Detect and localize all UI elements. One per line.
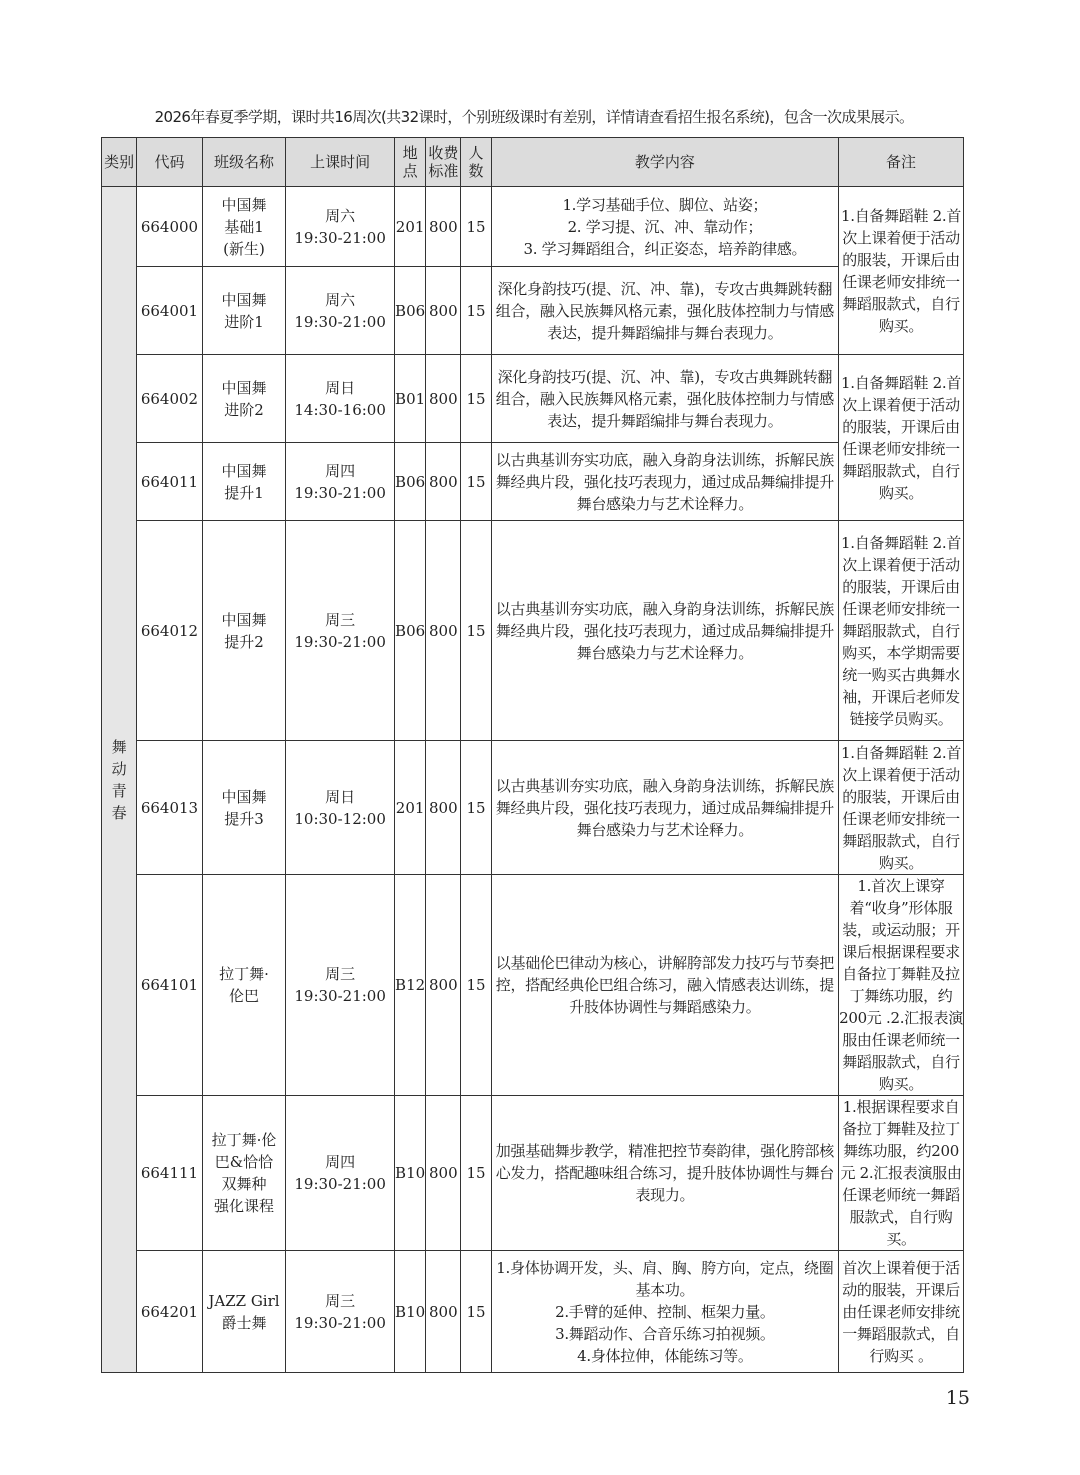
count-cell: 15 bbox=[461, 267, 491, 355]
class-name-cell bbox=[202, 355, 286, 443]
remark-cell: 1.自备舞蹈鞋 2.首次上课着便于活动的服装，开课后由任课老师安排统一舞蹈服款式，自行购买，本学期需要统一购买古典舞水袖，开课后老师发链接学员购买。 bbox=[839, 521, 964, 741]
class-name-line: 提升2 bbox=[224, 632, 264, 651]
content-line: 1.身体协调开发，头、肩、胸、胯方向，定点，绕圈基本功。 bbox=[496, 1258, 834, 1299]
category-cell bbox=[102, 187, 137, 1373]
class-name-line: 拉丁舞· bbox=[219, 965, 269, 983]
location-cell: B12 bbox=[395, 875, 426, 1096]
time-line: 周三 bbox=[325, 1291, 356, 1310]
header-row bbox=[102, 138, 964, 187]
time-line: 19:30-21:00 bbox=[294, 483, 386, 502]
code-cell: 664000 bbox=[137, 187, 202, 267]
class-name-line: 中国舞 bbox=[221, 610, 267, 629]
header-count-text: 人数 bbox=[468, 144, 484, 180]
content-line: 2.手臂的延伸、控制、框架力量。 bbox=[555, 1302, 775, 1321]
time-cell bbox=[286, 1251, 395, 1373]
content-line: 深化身韵技巧(提、沉、冲、靠)，专攻古典舞跳转翻组合，融入民族舞风格元素，强化肢体控制力与情感表达，提升舞蹈编排与舞台表现力。 bbox=[495, 279, 834, 342]
fee-cell: 800 bbox=[426, 521, 461, 741]
class-name-line: 提升1 bbox=[224, 483, 264, 502]
remark-cell: 首次上课着便于活动的服装，开课后由任课老师安排统一舞蹈服款式，自行购买 。 bbox=[839, 1251, 964, 1373]
table-row bbox=[102, 443, 964, 521]
fee-cell: 800 bbox=[426, 443, 461, 521]
location-cell: B01 bbox=[395, 355, 426, 443]
time-cell bbox=[286, 443, 395, 521]
content-cell bbox=[491, 443, 838, 521]
time-line: 10:30-12:00 bbox=[294, 809, 386, 828]
class-name-line: 中国舞 bbox=[221, 378, 267, 397]
fee-cell: 800 bbox=[426, 741, 461, 875]
remark-cell: 1.自备舞蹈鞋 2.首次上课着便于活动的服装，开课后由任课老师安排统一舞蹈服款式，自行购买。 bbox=[839, 187, 964, 355]
time-cell bbox=[286, 187, 395, 267]
remark-cell: 1.首次上课穿着“收身”形体服装，或运动服；开课后根据课程要求自备拉丁舞鞋及拉丁舞练功服，约200元 .2.汇报表演服由任课老师统一舞蹈服款式，自行购买。 bbox=[839, 875, 964, 1096]
time-cell bbox=[286, 355, 395, 443]
content-cell bbox=[491, 1096, 838, 1251]
class-name-line: 中国舞 bbox=[221, 195, 267, 214]
code-cell: 664002 bbox=[137, 355, 202, 443]
count-cell: 15 bbox=[461, 355, 491, 443]
time-cell bbox=[286, 267, 395, 355]
class-name-line: 进阶1 bbox=[224, 312, 264, 331]
class-name-line: 中国舞 bbox=[221, 461, 267, 480]
class-name-cell bbox=[202, 187, 286, 267]
class-name-line: (新生) bbox=[223, 239, 265, 258]
fee-cell: 800 bbox=[426, 355, 461, 443]
class-name-cell bbox=[202, 443, 286, 521]
time-line: 14:30-16:00 bbox=[294, 400, 386, 419]
header-time: 上课时间 bbox=[286, 138, 395, 187]
count-cell: 15 bbox=[461, 1096, 491, 1251]
header-count bbox=[461, 138, 491, 187]
time-line: 19:30-21:00 bbox=[294, 312, 386, 331]
header-category: 类别 bbox=[102, 138, 137, 187]
count-cell: 15 bbox=[461, 875, 491, 1096]
table-row bbox=[102, 875, 964, 1096]
table-row bbox=[102, 267, 964, 355]
class-name-cell bbox=[202, 267, 286, 355]
remark-cell: 1.自备舞蹈鞋 2.首次上课着便于活动的服装，开课后由任课老师安排统一舞蹈服款式，自行购买。 bbox=[839, 355, 964, 521]
time-cell bbox=[286, 875, 395, 1096]
code-cell: 664012 bbox=[137, 521, 202, 741]
count-cell: 15 bbox=[461, 741, 491, 875]
time-cell bbox=[286, 741, 395, 875]
class-name-line: 中国舞 bbox=[221, 290, 267, 309]
header-fee bbox=[426, 138, 461, 187]
time-line: 周日 bbox=[325, 787, 356, 806]
location-cell: B10 bbox=[395, 1251, 426, 1373]
class-name-line: 伦巴 bbox=[228, 987, 259, 1005]
content-line: 以古典基训夯实功底，融入身韵身法训练，拆解民族舞经典片段，强化技巧表现力，通过成品舞编排提升舞台感染力与艺术诠释力。 bbox=[495, 599, 834, 662]
table-row bbox=[102, 1096, 964, 1251]
header-code: 代码 bbox=[137, 138, 202, 187]
class-name-line: 巴&恰恰 bbox=[214, 1153, 274, 1171]
count-cell: 15 bbox=[461, 1251, 491, 1373]
count-cell: 15 bbox=[461, 187, 491, 267]
time-line: 19:30-21:00 bbox=[294, 228, 386, 247]
code-cell: 664111 bbox=[137, 1096, 202, 1251]
time-line: 周六 bbox=[325, 290, 356, 309]
code-cell: 664011 bbox=[137, 443, 202, 521]
code-cell: 664013 bbox=[137, 741, 202, 875]
class-name-line: JAZZ Girl bbox=[208, 1291, 280, 1310]
content-cell bbox=[491, 875, 838, 1096]
content-line: 以基础伦巴律动为核心，讲解胯部发力技巧与节奏把控，搭配经典伦巴组合练习，融入情感表达训练，提升肢体协调性与舞蹈感染力。 bbox=[495, 954, 834, 1016]
location-cell: B06 bbox=[395, 521, 426, 741]
time-line: 周日 bbox=[325, 378, 356, 397]
time-line: 19:30-21:00 bbox=[294, 632, 386, 651]
location-cell: B06 bbox=[395, 443, 426, 521]
category-label: 舞动青春 bbox=[111, 737, 127, 822]
content-line: 4.身体拉伸，体能练习等。 bbox=[577, 1346, 753, 1365]
class-name-line: 拉丁舞·伦 bbox=[211, 1131, 277, 1149]
time-line: 周四 bbox=[325, 461, 356, 480]
content-line: 3.舞蹈动作、合音乐练习拍视频。 bbox=[555, 1324, 775, 1343]
time-line: 周三 bbox=[325, 965, 356, 983]
header-location bbox=[395, 138, 426, 187]
fee-cell: 800 bbox=[426, 875, 461, 1096]
code-cell: 664101 bbox=[137, 875, 202, 1096]
code-cell: 664001 bbox=[137, 267, 202, 355]
time-line: 周三 bbox=[325, 610, 356, 629]
class-name-cell bbox=[202, 521, 286, 741]
remark-cell: 1.根据课程要求自备拉丁舞鞋及拉丁舞练功服，约200元 2.汇报表演服由任课老师统一舞蹈服款式，自行购买。 bbox=[839, 1096, 964, 1251]
location-cell: 201 bbox=[395, 187, 426, 267]
content-line: 深化身韵技巧(提、沉、冲、靠)，专攻古典舞跳转翻组合，融入民族舞风格元素，强化肢体控制力与情感表达，提升舞蹈编排与舞台表现力。 bbox=[495, 367, 834, 430]
count-cell: 15 bbox=[461, 521, 491, 741]
location-cell: B10 bbox=[395, 1096, 426, 1251]
content-line: 加强基础舞步教学，精准把控节奏韵律，强化胯部核心发力，搭配趣味组合练习，提升肢体协调性与舞台表现力。 bbox=[495, 1142, 834, 1204]
content-line: 以古典基训夯实功底，融入身韵身法训练，拆解民族舞经典片段，强化技巧表现力，通过成品舞编排提升舞台感染力与艺术诠释力。 bbox=[495, 776, 834, 839]
count-cell: 15 bbox=[461, 443, 491, 521]
fee-cell: 800 bbox=[426, 267, 461, 355]
class-name-cell bbox=[202, 1251, 286, 1373]
content-line: 3. 学习舞蹈组合，纠正姿态，培养韵律感。 bbox=[523, 239, 807, 258]
header-content: 教学内容 bbox=[491, 138, 838, 187]
location-cell: 201 bbox=[395, 741, 426, 875]
content-line: 2. 学习提、沉、冲、靠动作； bbox=[567, 217, 763, 236]
time-line: 19:30-21:00 bbox=[294, 1175, 386, 1193]
time-cell bbox=[286, 1096, 395, 1251]
header-fee-text: 收费标准 bbox=[428, 144, 459, 180]
course-body bbox=[102, 187, 964, 1373]
fee-cell: 800 bbox=[426, 1096, 461, 1251]
class-name-line: 基础1 bbox=[224, 217, 264, 236]
content-cell bbox=[491, 355, 838, 443]
header-location-text: 地点 bbox=[402, 144, 418, 180]
table-row bbox=[102, 355, 964, 443]
content-cell bbox=[491, 741, 838, 875]
time-cell bbox=[286, 521, 395, 741]
class-name-line: 提升3 bbox=[224, 809, 264, 828]
content-cell bbox=[491, 187, 838, 267]
code-cell: 664201 bbox=[137, 1251, 202, 1373]
course-table bbox=[101, 137, 964, 1373]
class-name-line: 强化课程 bbox=[213, 1197, 274, 1215]
class-name-line: 中国舞 bbox=[221, 787, 267, 806]
header-remark: 备注 bbox=[839, 138, 964, 187]
class-name-line: 爵士舞 bbox=[221, 1313, 267, 1332]
table-row bbox=[102, 521, 964, 741]
intro-text: 2026年春夏季学期，课时共16周次(共32课时，个别班级课时有差别，详情请查看招生报名系统)，包含一次成果展示。 bbox=[154, 108, 914, 126]
class-name-cell bbox=[202, 875, 286, 1096]
class-name-cell bbox=[202, 1096, 286, 1251]
location-cell: B06 bbox=[395, 267, 426, 355]
fee-cell: 800 bbox=[426, 187, 461, 267]
content-cell bbox=[491, 1251, 838, 1373]
remark-cell: 1.自备舞蹈鞋 2.首次上课着便于活动的服装，开课后由任课老师安排统一舞蹈服款式，自行购买。 bbox=[839, 741, 964, 875]
header-class-name: 班级名称 bbox=[202, 138, 286, 187]
fee-cell: 800 bbox=[426, 1251, 461, 1373]
table-row bbox=[102, 187, 964, 267]
content-line: 以古典基训夯实功底，融入身韵身法训练，拆解民族舞经典片段，强化技巧表现力，通过成品舞编排提升舞台感染力与艺术诠释力。 bbox=[495, 450, 834, 513]
time-line: 19:30-21:00 bbox=[294, 1313, 386, 1332]
class-name-line: 双舞种 bbox=[221, 1175, 267, 1193]
page-number: 15 bbox=[945, 1387, 970, 1409]
class-name-cell bbox=[202, 741, 286, 875]
content-cell bbox=[491, 521, 838, 741]
content-cell bbox=[491, 267, 838, 355]
table-row bbox=[102, 741, 964, 875]
time-line: 周四 bbox=[325, 1153, 356, 1171]
class-name-line: 进阶2 bbox=[224, 400, 264, 419]
time-line: 19:30-21:00 bbox=[294, 987, 386, 1005]
content-line: 1.学习基础手位、脚位、站姿； bbox=[562, 195, 768, 214]
table-row bbox=[102, 1251, 964, 1373]
time-line: 周六 bbox=[325, 206, 356, 225]
